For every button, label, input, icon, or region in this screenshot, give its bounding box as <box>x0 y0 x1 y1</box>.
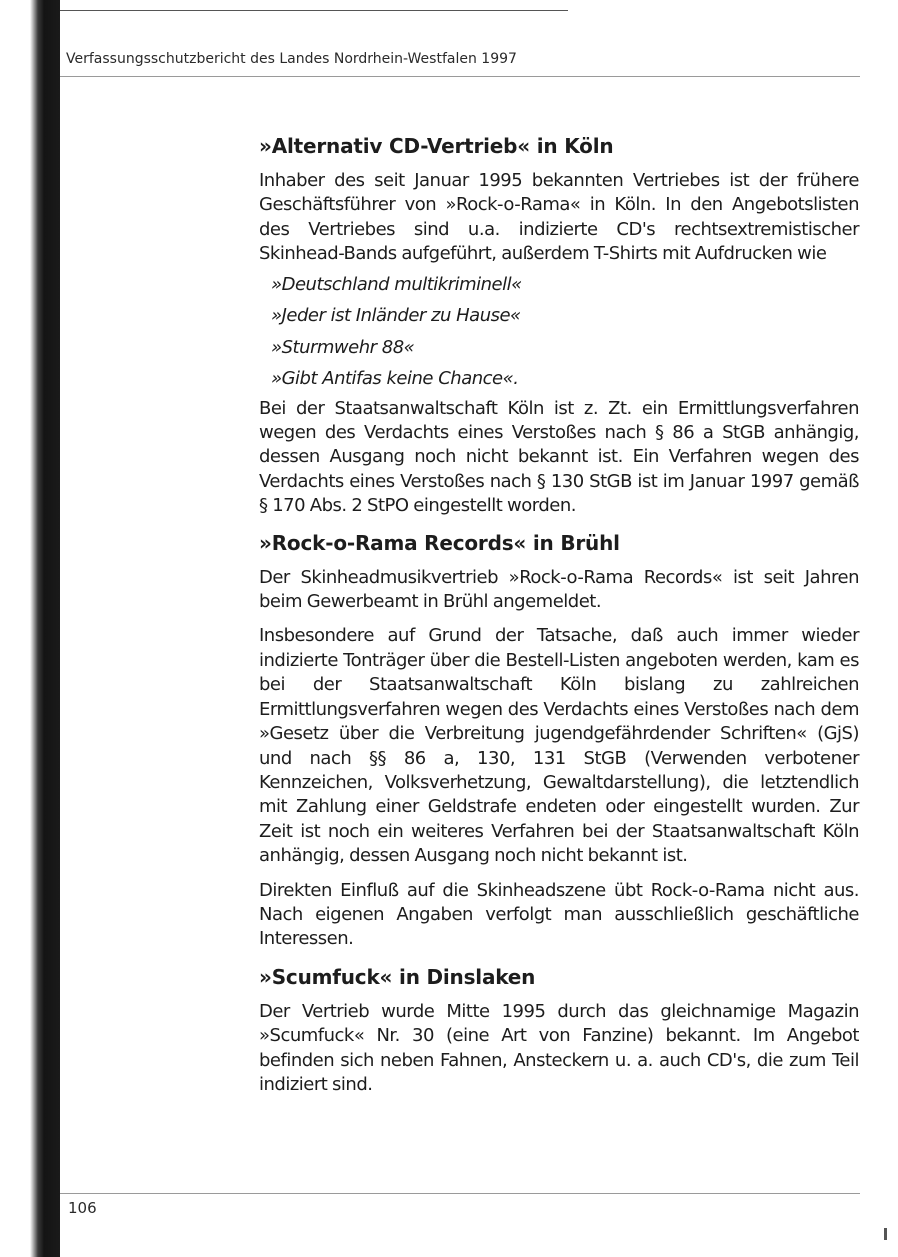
section-scumfuck <box>259 964 859 1098</box>
section-alternativ-cd-vertrieb <box>259 133 859 519</box>
section-heading: »Alternativ CD-Vertrieb« in Köln <box>259 134 614 158</box>
section-heading: »Scumfuck« in Dinslaken <box>259 964 536 989</box>
paragraph: Der Skinheadmusikvertrieb »Rock-o-Rama Records« ist seit Jahren beim Gewerbeamt in Brühl angemeldet. <box>259 566 859 613</box>
paragraph: Bei der Staatsanwaltschaft Köln ist z. Zt. ein Ermittlungsverfahren wegen des Verdachts eines Verstoßes nach § 86 a StGB anhängig, dessen Ausgang noch nicht bekannt ist. Ein Verfahren wegen des Verdachts eines Verstoßes nach § 130 StGB ist im Januar 1997 gemäß § 170 Abs. 2 StPO eingestellt worden. <box>259 397 859 517</box>
top-edge-rule <box>60 10 568 11</box>
paragraph: Inhaber des seit Januar 1995 bekannten Vertriebes ist der frühere Geschäftsführer von »Rock-o-Rama« in Köln. In den Angebotslisten des Vertriebes sind u.a. indizierte CD's rechtsextremistischer Skinhead-Bands aufgeführt, außerdem T-Shirts mit Aufdrucken wie <box>259 170 859 265</box>
quote-item: »Sturmwehr 88« <box>271 336 415 358</box>
header-divider <box>60 76 860 77</box>
running-head: Verfassungsschutzbericht des Landes Nordrhein-Westfalen 1997 <box>66 51 517 67</box>
quote-item: »Gibt Antifas keine Chance«. <box>271 368 519 390</box>
section-heading: »Rock-o-Rama Records« in Brühl <box>259 530 620 555</box>
quote-item: »Jeder ist Inländer zu Hause« <box>271 305 521 327</box>
footer-divider <box>60 1193 860 1194</box>
scan-corner-mark <box>884 1228 887 1240</box>
section-rock-o-rama-records <box>259 530 859 952</box>
page-body <box>259 133 859 1097</box>
quote-item: »Deutschland multikriminell« <box>271 273 522 295</box>
page-number: 106 <box>68 1199 97 1217</box>
paragraph: Insbesondere auf Grund der Tatsache, daß auch immer wieder indizierte Tonträger über die Bestell-Listen angeboten werden, kam es bei der Staatsanwaltschaft Köln bislang zu zahlreichen Ermittlungsverfahren wegen des Verdachts eines Verstoßes nach dem »Gesetz über die Verbreitung jugendgefährdender Schriften« (GjS) und nach §§ 86 a, 130, 131 StGB (Verwenden verbotener Kennzeichen, Volksverhetzung, Gewaltdarstellung), die letztendlich mit Zahlung einer Geldstrafe endeten oder eingestellt wurden. Zur Zeit ist noch ein weiteres Verfahren bei der Staatsanwaltschaft Köln anhängig, dessen Ausgang noch nicht bekannt ist. <box>259 625 859 867</box>
paragraph: Direkten Einfluß auf die Skinheadszene übt Rock-o-Rama nicht aus. Nach eigenen Angaben verfolgt man ausschließlich geschäftliche Interessen. <box>259 879 859 950</box>
book-spine-shadow <box>0 0 60 1257</box>
paragraph: Der Vertrieb wurde Mitte 1995 durch das gleichnamige Magazin »Scumfuck« Nr. 30 (eine Art von Fanzine) bekannt. Im Angebot befinden sich neben Fahnen, Ansteckern u. a. auch CD's, die zum Teil indiziert sind. <box>259 1000 859 1095</box>
